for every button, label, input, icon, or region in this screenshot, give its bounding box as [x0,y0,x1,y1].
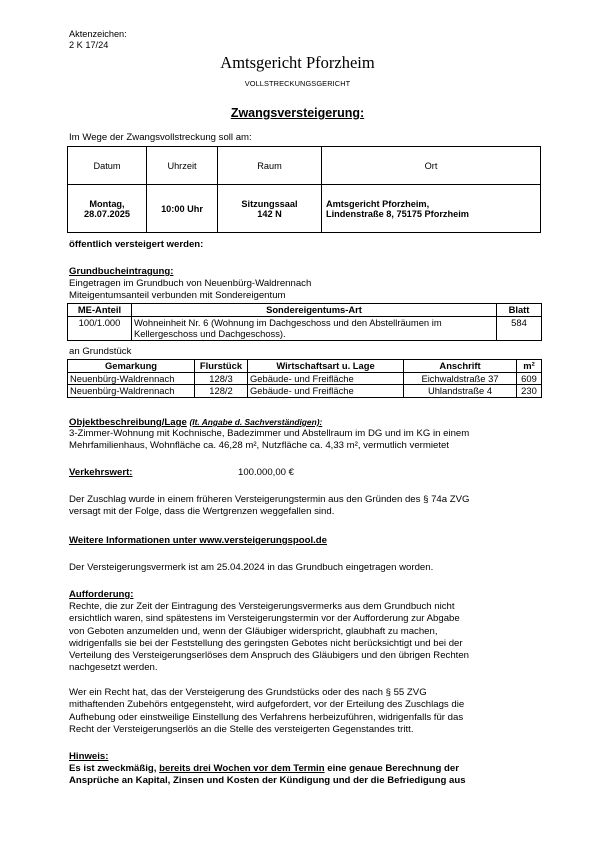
sondereigentums-art: Wohneinheit Nr. 6 (Wohnung im Dachgeschoss und den Abstellräumen im Kellergeschoss und Dachgeschoss). [132,316,497,340]
header-wirtschaftsart: Wirtschaftsart u. Lage [248,360,404,373]
header-ort: Ort [322,147,541,185]
sondereigentum-table [67,303,542,341]
aufforderung-paragraph-2: Wer ein Recht hat, das der Versteigerung des Grundstücks oder des nach § 55 ZVG mithaftenden Zubehörs entgegensteht, wird aufgefordert, vor der Erteilung des Zuschlags die Aufhebung oder einstweilige Einstellung des Verfahrens herbeizuführen, widrigenfalls für das Recht der Versteigerungserlös an die Stelle des versteigerten Gegenstandes tritt. [69,687,465,735]
page-heading: Zwangsversteigerung: [230,106,365,120]
termin-ort: Amtsgericht Pforzheim, Lindenstraße 8, 75175 Pforzheim [322,185,541,233]
termin-datum: Montag, 28.07.2025 [68,185,147,233]
header-flurstueck: Flurstück [195,360,248,373]
gemarkung: Neuenbürg-Waldrennach [68,385,195,398]
grundstueck-header-row [68,360,542,373]
header-m2: m² [517,360,542,373]
hinweis-line2: Ansprüche an Kapital, Zinsen und Kosten der Kündigung und der die Befriedigung aus [69,775,466,786]
header-sondereigentums-art: Sondereigentums-Art [132,304,497,317]
termin-raum: Sitzungssaal 142 N [218,185,322,233]
header-gemarkung: Gemarkung [68,360,195,373]
header-me-anteil: ME-Anteil [68,304,132,317]
objekt-heading-note: (It. Angabe d. Sachverständigen): [189,417,323,427]
sondereigentum-header-row [68,304,542,317]
flaeche-m2: 609 [517,372,542,385]
termin-header-row [68,147,541,185]
termin-data-row [68,185,541,233]
anschrift: Eichwaldstraße 37 [404,372,517,385]
grundstueck-row [68,372,542,385]
hinweis-line1: Es ist zweckmäßig, bereits drei Wochen vor dem Termin eine genaue Berechnung der [69,763,459,774]
oeffentlich-text: öffentlich versteigert werden: [69,239,204,250]
weitere-informationen-link[interactable]: Weitere Informationen unter www.versteigerungspool.de [69,535,328,546]
verkehrswert-label: Verkehrswert: [69,467,133,478]
me-anteil: 100/1.000 [68,316,132,340]
aktenzeichen: 2 K 17/24 [69,40,109,50]
verkehrswert-value: 100.000,00 € [238,467,295,478]
hinweis-heading: Hinweis: [69,751,109,762]
sondereigentum-row [68,316,542,340]
anschrift: Uhlandstraße 4 [404,385,517,398]
termin-table [67,146,541,233]
header-raum: Raum [218,147,322,185]
flurstueck: 128/2 [195,385,248,398]
objekt-line2: Mehrfamilienhaus, Wohnfläche ca. 46,28 m², Nutzfläche ca. 4,33 m², vermutlich vermietet [69,440,450,451]
grundbuch-line2: Miteigentumsanteil verbunden mit Sondereigentum [69,290,286,301]
grundstueck-table [67,359,542,398]
flaeche-m2: 230 [517,385,542,398]
aktenzeichen-label: Aktenzeichen: [69,29,127,39]
header-blatt: Blatt [497,304,542,317]
header-uhrzeit: Uhrzeit [147,147,218,185]
court-name: Amtsgericht Pforzheim [220,53,375,72]
flurstueck: 128/3 [195,372,248,385]
objekt-line1: 3-Zimmer-Wohnung mit Kochnische, Badezimmer und Abstellraum im DG und im KG in einem [69,428,470,439]
wirtschaftsart: Gebäude- und Freifläche [248,372,404,385]
wirtschaftsart: Gebäude- und Freifläche [248,385,404,398]
intro-text: Im Wege der Zwangsvollstreckung soll am: [69,132,252,143]
grundstueck-row [68,385,542,398]
objekt-heading-label: Objektbeschreibung/Lage [69,417,187,428]
an-grundstueck-label: an Grundstück [69,346,132,357]
zuschlag-line2: versagt mit der Folge, dass die Wertgrenzen weggefallen sind. [69,506,335,517]
gemarkung: Neuenbürg-Waldrennach [68,372,195,385]
court-subtitle: VOLLSTRECKUNGSGERICHT [244,79,351,88]
zuschlag-line1: Der Zuschlag wurde in einem früheren Versteigerungstermin aus den Gründen des § 74a ZVG [69,494,470,505]
aufforderung-heading: Aufforderung: [69,589,134,600]
termin-uhrzeit: 10:00 Uhr [147,185,218,233]
grundbuch-heading: Grundbucheintragung: [69,266,174,277]
grundbuch-line1: Eingetragen im Grundbuch von Neuenbürg-Waldrennach [69,278,312,289]
header-datum: Datum [68,147,147,185]
vermerk-text: Der Versteigerungsvermerk ist am 25.04.2024 in das Grundbuch eingetragen worden. [69,562,434,573]
blatt: 584 [497,316,542,340]
header-anschrift: Anschrift [404,360,517,373]
aufforderung-paragraph-1: Rechte, die zur Zeit der Eintragung des Versteigerungsvermerks aus dem Grundbuch nicht ersichtlich waren, sind spätestens im Versteigerungstermin vor der Aufforderung zur Abgabe von Geboten anzumelden und, wenn der Gläubiger widerspricht, glaubhaft zu machen, widrigenfalls sie bei der Feststellung des geringsten Gebotes nicht berücksichtigt und bei der Verteilung des Versteigerungserlöses dem Anspruch des Gläubigers und den übrigen Rechten nachgesetzt werden. [69,601,469,674]
